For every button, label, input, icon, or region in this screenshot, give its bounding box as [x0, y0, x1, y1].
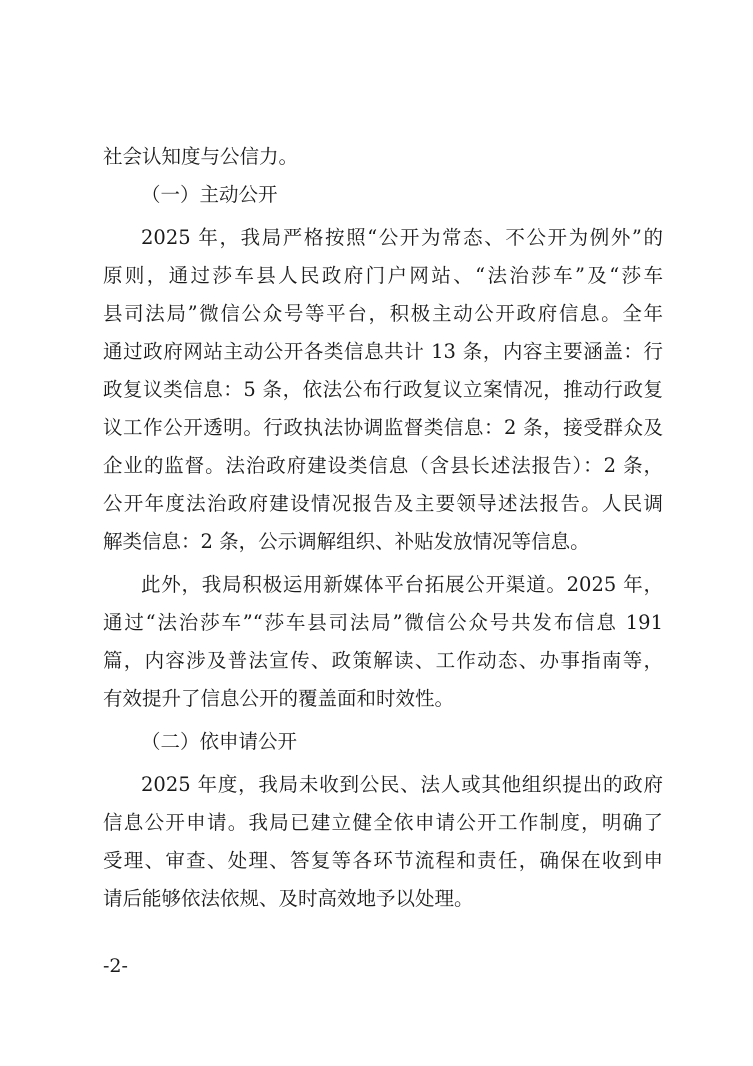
paragraph-line: 此外，我局积极运用新媒体平台拓展公开渠道。2025 年，: [141, 573, 663, 596]
paragraph-line: 2025 年，我局严格按照“公开为常态、不公开为例外”的: [141, 226, 663, 249]
paragraph-line: 县司法局”微信公众号等平台，积极主动公开政府信息。全年: [103, 302, 663, 325]
paragraph-line: 公开年度法治政府建设情况报告及主要领导述法报告。人民调: [103, 492, 663, 515]
paragraph-line: 信息公开申请。我局已建立健全依申请公开工作制度，明确了: [103, 811, 663, 834]
paragraph-line: 议工作公开透明。行政执法协调监督类信息：2 条，接受群众及: [103, 416, 663, 439]
paragraph-line: 请后能够依法依规、及时高效地予以处理。: [103, 887, 474, 910]
paragraph-line: 通过“法治莎车”“莎车县司法局”微信公众号共发布信息 191: [103, 611, 663, 634]
paragraph-line: 社会认知度与公信力。: [103, 145, 299, 168]
paragraph-line: 受理、审查、处理、答复等各环节流程和责任，确保在收到申: [103, 849, 663, 872]
page-number: -2-: [103, 955, 128, 977]
paragraph-line: 有效提升了信息公开的覆盖面和时效性。: [103, 687, 455, 710]
paragraph-line: 企业的监督。法治政府建设类信息（含县长述法报告）：2 条，: [103, 454, 663, 477]
paragraph-line: 2025 年度，我局未收到公民、法人或其他组织提出的政府: [141, 773, 663, 796]
section-heading-proactive-disclosure: （一）主动公开: [141, 183, 278, 206]
paragraph-line: 通过政府网站主动公开各类信息共计 13 条，内容主要涵盖：行: [103, 340, 663, 363]
paragraph-line: 政复议类信息：5 条，依法公布行政复议立案情况，推动行政复: [103, 378, 663, 401]
paragraph-line: 解类信息：2 条，公示调解组织、补贴发放情况等信息。: [103, 530, 590, 553]
section-heading-disclosure-on-request: （二）依申请公开: [141, 730, 298, 753]
paragraph-line: 篇，内容涉及普法宣传、政策解读、工作动态、办事指南等，: [103, 649, 663, 672]
paragraph-line: 原则，通过莎车县人民政府门户网站、“法治莎车”及“莎车: [103, 264, 663, 287]
